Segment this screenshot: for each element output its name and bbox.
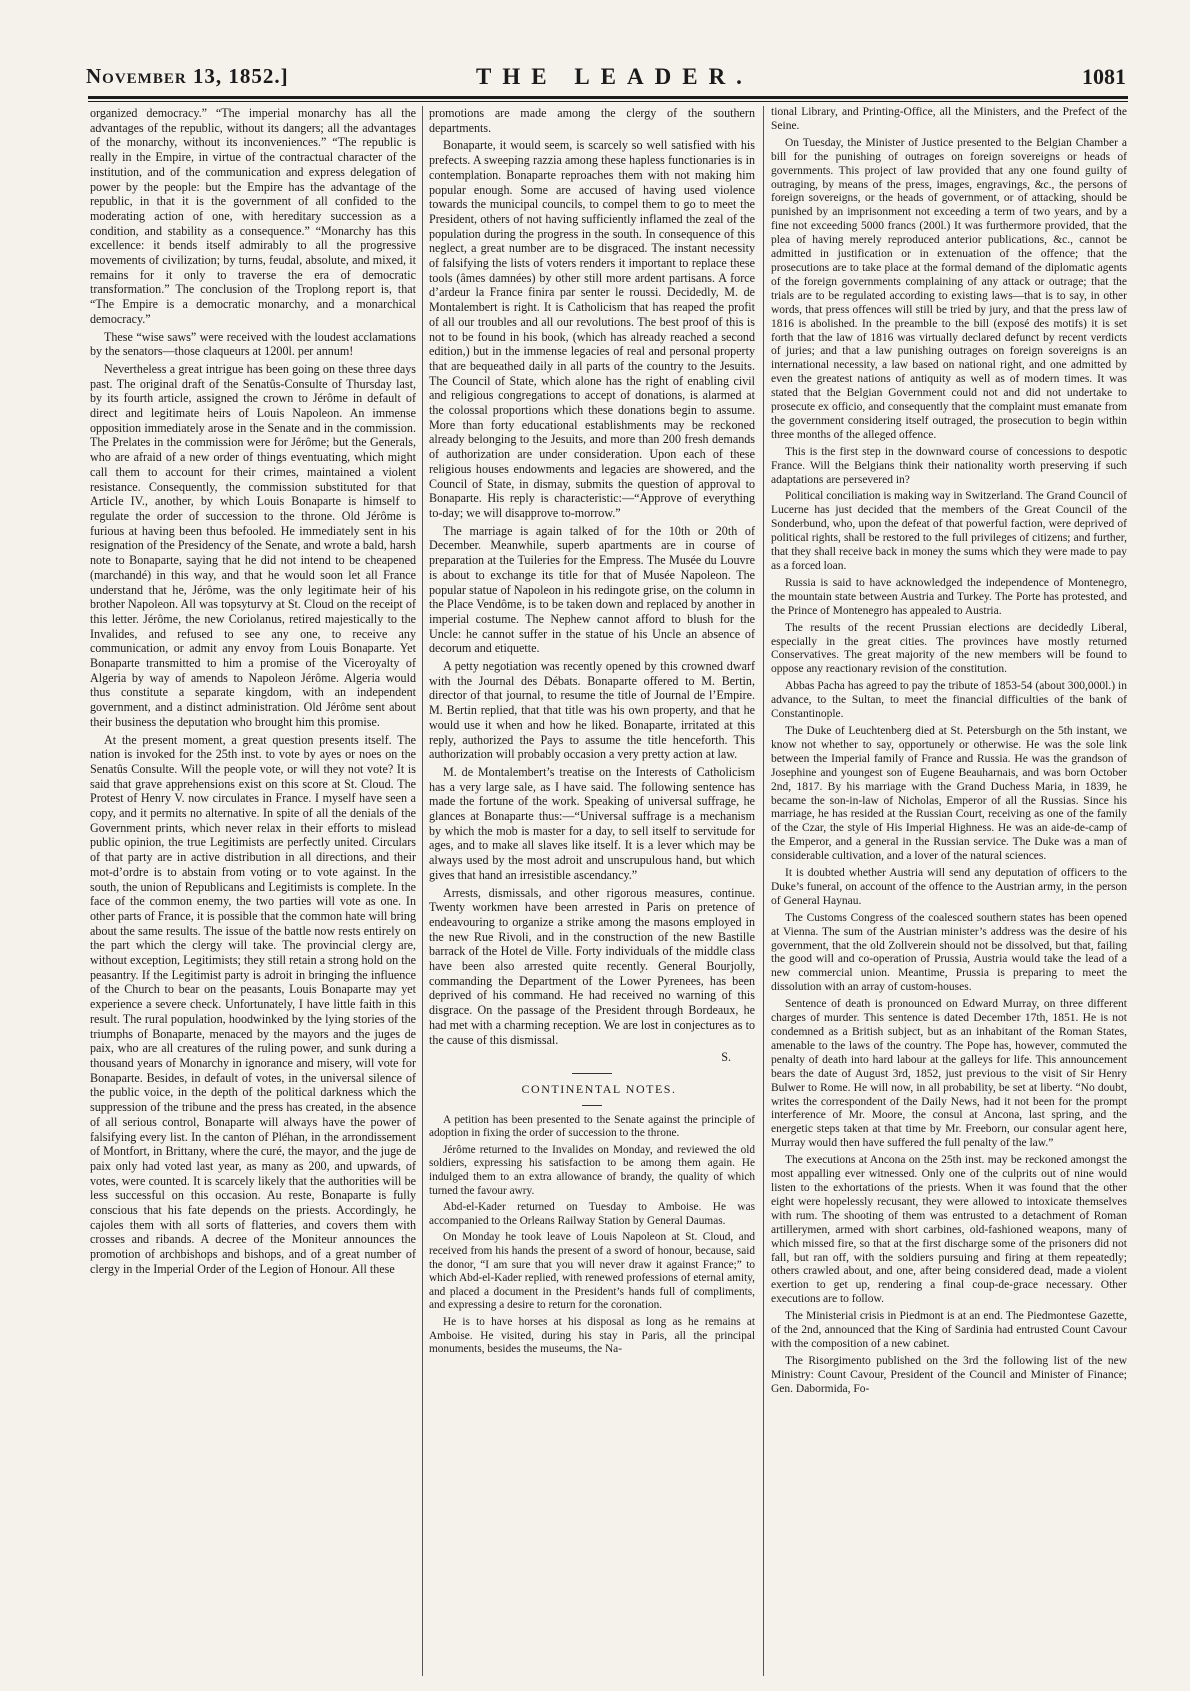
paragraph: These “wise saws” were received with the loudest acclamations by the senators—those claqueurs at 1200l. per annum! <box>90 329 416 359</box>
column-3 <box>771 106 1127 1681</box>
paragraph: The Customs Congress of the coalesced southern states has been opened at Vienna. The sum of the Austrian minister’s address was the desire of his government, that the old Zollverein should not be dissolved, but that, failing the good will and co-operation of Prussia, Austria would take the lead of a new commercial union. Meantime, Prussia is preparing to meet the dissolution with an array of custom-houses. <box>771 911 1127 994</box>
column-divider <box>422 106 423 1676</box>
page-number: 1081 <box>1082 64 1126 89</box>
paragraph: At the present moment, a great question presents itself. The nation is invoked for the 25th inst. to vote by ayes or noes on the Senatûs Consulte. Will the people vote, or will they not vote? It is said that grave apprehensions exist on this score at St. Cloud. The Protest of Henry V. now circulates in France. I myself have seen a copy, and it permits no alternative. In spite of all the denials of the Government prints, which never relax in their efforts to mislead public opinion, the true Legitimists are perfectly united. Circulars of that party are in active distribution in all directions, and their mot-d’ordre is to abstain from voting or to vote against. In the south, the union of Republicans and Legitimists is complete. In the face of the common enemy, the two parties will vote as one. In other parts of France, it is possible that the common hate will bring about the same results. The issue of the battle now rests entirely on the part which the clergy will take. The provincial clergy are, without exception, Legitimists; they still retain a strong hold on the peasantry. If the Legitimist party is adroit in bringing the influence of the Church to bear on the peasants, Louis Bonaparte may yet experience a severe check. Unfortunately, I have little faith in this result. The rural population, hoodwinked by the lying stories of the triumphs of Bonaparte, menaced by the mayors and the juges de paix, who are all creatures of the ruling power, and sunk during a thousand years of Monarchy in ignorance and misery, will vote for Bonaparte. Besides, in default of votes, in the universal silence of the public voice, in the depth of the political darkness which the suppression of the tribune and the press has created, in the absence of all serious control, Bonaparte will always have the power of falsifying every list. In the canton of Pléhan, in the arrondissement of Montfort, in Brittany, where the curé, the mayor, and the juge de paix only had voted last year, as many as 200, and upwards, of votes, were counted. It is scarcely likely that the authorities will be less successful on this occasion. Au reste, Bonaparte is fully conscious that his fate depends on the priests. Accordingly, he cajoles them with all sorts of flatteries, and covers them with crosses and ribands. A decree of the Moniteur announces the promotion of archbishops and bishops, and of a great number of clergy in the Imperial Order of the Legion of Honour. All these <box>90 732 416 1276</box>
section-heading: CONTINENTAL NOTES. <box>521 1082 677 1096</box>
paragraph: Abbas Pacha has agreed to pay the tribute of 1853-54 (about 300,000l.) in advance, to the Sultan, to meet the financial difficulties of the bank of Constantinople. <box>771 680 1127 721</box>
column-divider <box>763 106 764 1676</box>
paragraph: A petition has been presented to the Senate against the principle of adoption in fixing the order of succession to the throne. <box>429 1113 755 1140</box>
paragraph: The Ministerial crisis in Piedmont is at an end. The Piedmontese Gazette, of the 2nd, announced that the King of Sardinia had entrusted Count Cavour with the composition of a new cabinet. <box>771 1310 1127 1350</box>
masthead-rule-thin <box>88 101 1128 102</box>
newspaper-title: THE LEADER. <box>476 64 753 89</box>
paragraph: tional Library, and Printing-Office, all the Ministers, and the Prefect of the Seine. <box>771 106 1127 132</box>
paragraph: organized democracy.” “The imperial monarchy has all the advantages of the republic, without its dangers; all the advantages of the monarchy, without its inconveniences.” “The republic is really in the Empire, in virtue of the contractual character of the institution, and of the communication and express delegation of power by the people: but the Empire has the advantage of the republic, in that it is the government of all confided to the moderating action of one, with hereditary succession as a condition, and stability as a consequence.” “Monarchy has this excellence: it bends itself admirably to all the progressive movements of civilization; by turns, feudal, absolute, and mixed, it remains for it only to traverse the era of democratic transformation.” The conclusion of the Troplong report is, that “The Empire is a democratic monarchy, and a monarchical democracy.” <box>90 106 416 326</box>
paragraph: The results of the recent Prussian elections are decidedly Liberal, especially in the great cities. The provinces have mostly returned Conservatives. The great majority of the new members will be found to oppose any reactionary revision of the constitution. <box>771 621 1127 676</box>
paragraph: On Tuesday, the Minister of Justice presented to the Belgian Chamber a bill for the punishing of outrages on foreign sovereigns or heads of governments. This project of law provided that any one found guilty of outraging, by means of the press, images, engravings, &c., the persons of foreign sovereigns, or the heads of government, or of attacking, should be punished by an imprisonment not exceeding a term of two years, and by a fine not exceeding 5000 francs (200l.) It was furthermore provided, that the plea of having merely reproduced anterior publications, &c., cannot be admitted in justification or in extenuation of the offence; that the prosecutions are to take place at the formal demand of the diplomatic agents of the foreign governments complaining of any attack or outrage; that the trials are to be regulated according to existing laws—that is to say, in other words, that press offences will still be tried by jury, and that the press law of 1816 is abolished. In the preamble to the bill (exposé des motifs) it is set forth that the law of 1816 was virtually declared defunct by recent verdicts of juries; and that a law punishing outrages on foreign sovereigns is an international necessity, a law based on national right, and one admitted by even the greatest nations of antiquity as well as of modern times. It was stated that the Belgian Government could not and did not undertake to prosecute ex officio, and consequently that the complaint must emanate from the government considering itself outraged, the prosecution to begin within three months of the alleged offence. <box>771 136 1127 441</box>
section-divider <box>582 1105 602 1106</box>
masthead-rule <box>88 96 1128 99</box>
paragraph: Nevertheless a great intrigue has been going on these three days past. The original draft of the Senatûs-Consulte of Thursday last, by its fourth article, assigned the crown to Jérôme in default of direct and legitimate heirs of Louis Napoleon. An immense opposition immediately arose in the Senate and in the commission. The Prelates in the commission were for Jérôme; but the Generals, who are afraid of a new order of things eventuating, which might call them to account for their crimes, maintained a violent resistance. Consequently, the commission substituted for that Article IV., another, by which Louis Bonaparte is himself to regulate the order of succession to the throne. Old Jérôme is furious at having been thus befooled. He immediately sent in his resignation of the Presidency of the Senate, and wrote a bald, harsh note to Bonaparte, saying that he did not intend to be cheapened (marchandé) in this way, and that he would soon let all France understand that he, Jérôme, was the only legitimate heir of his brother Napoleon. All was topsyturvy at St. Cloud on the receipt of this letter. Jérôme, the new Coriolanus, retired majestically to the Invalides, and refused to see any one, to receive any communication, or admit any envoy from Louis Bonaparte. Yet Bonaparte transmitted to him a promise of the Viceroyalty of Algeria by way of amends to Napoleon Jérôme. Algeria would thus constitute a separate kingdom, with an independent government, and a distinct administration. Old Jérôme sent about their business the deputation who brought him this promise. <box>90 361 416 729</box>
paragraph: Political conciliation is making way in Switzerland. The Grand Council of Lucerne has just decided that the members of the Great Council of the Sonderbund, who, upon the defeat of that powerful faction, were deprived of political rights, shall be restored to the full privileges of citizens; and further, that they shall receive back in money the sums which they were made to pay as a forced loan. <box>771 490 1127 572</box>
paragraph: The marriage is again talked of for the 10th or 20th of December. Meanwhile, superb apartments are in course of preparation at the Tuileries for the Empress. The Musée du Louvre is about to exchange its title for that of Musée Napoleon. The popular statue of Napoleon in his redingote grise, on the column in the Place Vendôme, is to be taken down and replaced by another in imperial costume. The Nephew cannot afford to blush for the Uncle: he cannot suffer in the statue of his Uncle an absence of decorum and etiquette. <box>429 523 755 656</box>
paragraph: A petty negotiation was recently opened by this crowned dwarf with the Journal des Débats. Bonaparte offered to M. Bertin, director of that journal, to resume the title of Journal de l’Empire. M. Bertin replied, that that title was his own property, and that he would use it when and how he liked. Bonaparte, irritated at this reply, authorized the Pays to assume the title henceforth. This authorization will probably occasion a very pretty action at law. <box>429 659 755 762</box>
column-1 <box>90 106 416 1681</box>
issue-date: November 13, 1852.] <box>86 64 289 88</box>
paragraph: Bonaparte, it would seem, is scarcely so well satisfied with his prefects. A sweeping razzia among these hapless functionaries is in contemplation. Bonaparte reproaches them with not making him popular enough. Some are accused of having used violence towards the municipal councils, to compel them to go to meet the President, others of not having sufficiently inflamed the zeal of the population during the progress in the south. In consequence of this neglect, a great number are to be disgraced. The instant necessity of falsifying the lists of voters renders it important to replace these tools (âmes damnées) by other still more ardent partisans. A force d’ardeur la France finira par senter le roussi. Decidedly, M. de Montalembert is right. It is Catholicism that has reaped the profit of all our troubles and all our revolutions. The best proof of this is not to be found in his book, (which has already reached a second edition,) but in the immense legacies of real and personal property that are bequeathed daily in all parts of the country to the Jesuits. The Council of State, which alone has the right of enabling civil and religious congregations to accept of donations, is alarmed at the colossal proportions which these donations begin to assume. More than forty educational establishments may be reckoned already belonging to the Jesuits, and more than 200 fresh demands of authorization are under consideration. Upon each of these religious houses endowments and legacies are showered, and the Council of State, in dismay, submits the question of approval to Bonaparte. His reply is characteristic:—“Approve of everything to-day; we will disapprove to-morrow.” <box>429 138 755 520</box>
paragraph: Russia is said to have acknowledged the independence of Montenegro, the mountain state between Austria and Turkey. The Porte has protested, and the Prince of Montenegro has appealed to Austria. <box>771 576 1127 617</box>
paragraph: The Risorgimento published on the 3rd the following list of the new Ministry: Count Cavour, President of the Council and Minister of Finance; Gen. Dabormida, Fo- <box>771 1354 1127 1395</box>
paragraph: He is to have horses at his disposal as long as he remains at Amboise. He visited, during his stay in Paris, all the principal monuments, besides the museums, the Na- <box>429 1316 755 1356</box>
paragraph: promotions are made among the clergy of the southern departments. <box>429 106 755 135</box>
paragraph: The executions at Ancona on the 25th inst. may be reckoned amongst the most appalling ever witnessed. Only one of the culprits out of nine would listen to the exhortations of the priests. When it was found that the other eight were hopelessly recusant, they were allowed to intoxicate themselves with rum. The shooting of them was entrusted to a detachment of Roman artillerymen, armed with short carbines, old-fashioned weapons, many of which missed fire, so that at the first discharge some of the prisoners did not fall, but ran off, with the soldiers pursuing and firing at them repeatedly; others crawled about, and one, after being considered dead, made a violent exertion to get up, rendering a final coup-de-grace necessary. Other executions are to follow. <box>771 1154 1127 1306</box>
masthead <box>86 64 1126 92</box>
continental-notes <box>429 1114 755 1357</box>
paragraph: Sentence of death is pronounced on Edward Murray, on three different charges of murder. This sentence is dated December 17th, 1851. He is not condemned as a British subject, but as an inhabitant of the Roman States, amenable to the laws of the country. The Pope has, however, commuted the penalty of death into hard labour at the galleys for life. This announcement bears the date of August 3rd, 1852, just previous to the visit of Sir Henry Bulwer to Rome. He will now, in all probability, be set at liberty. “No doubt, writes the correspondent of the Daily News, had it not been for the prompt interference of Mr. Moore, the consul at Ancona, last spring, and the energetic steps taken at that time by Mr. Freeborn, our consular agent here, Murray would then have suffered the full penalty of the law.” <box>771 998 1127 1150</box>
paragraph: It is doubted whether Austria will send any deputation of officers to the Duke’s funeral, on account of the offence to the Austrian army, in the person of General Haynau. <box>771 867 1127 907</box>
paragraph: M. de Montalembert’s treatise on the Interests of Catholicism has a very large sale, as I have said. The following sentence has made the fortune of the work. Speaking of universal suffrage, he glances at Bonaparte thus:—“Universal suffrage is a mechanism by which the mob is master for a day, to sell itself to servitude for ages, and to make all slaves like itself. It is a lever which may be always used by the most adroit and unscrupulous hand, but which gives that hand an irresistible ascendancy.” <box>429 764 755 882</box>
author-signature: S. <box>721 1050 731 1065</box>
section-divider <box>572 1073 612 1074</box>
paragraph: Abd-el-Kader returned on Tuesday to Amboise. He was accompanied to the Orleans Railway Station by General Daumas. <box>429 1201 755 1227</box>
paragraph: The Duke of Leuchtenberg died at St. Petersburgh on the 5th instant, we know not whether to say, opportunely or otherwise. He was the sole link between the Imperial family of France and Russia. He was the grandson of Josephine and youngest son of Eugene Beauharnais, and was born October 2nd, 1817. By his marriage with the Grand Duchess Maria, in 1839, he became the son-in-law of Nicholas, Emperor of all the Russias. Since his marriage, he has resided at the Russian Court, receiving as one of the family of the Czar, the style of His Imperial Highness. He was an aide-de-camp of the Emperor, and a general in the Russian service. The Duke was a man of considerable cultivation, and a lover of the natural sciences. <box>771 724 1127 863</box>
paragraph: This is the first step in the downward course of concessions to despotic France. Will the Belgians think their nationality worth preserving if such adaptations are persevered in? <box>771 445 1127 486</box>
paragraph: Jérôme returned to the Invalides on Monday, and reviewed the old soldiers, expressing his satisfaction to be among them again. He indulged them to an extra allowance of brandy, the quality of which turned the favour awry. <box>429 1143 755 1197</box>
column-2 <box>429 106 755 1681</box>
paragraph: On Monday he took leave of Louis Napoleon at St. Cloud, and received from his hands the present of a sword of honour, because, said the donor, “I am sure that you will never draw it against France;” to which Abd-el-Kader replied, with renewed professions of eternal amity, and placed a document in the President’s hands full of compliments, and expressing a desire to return for the coronation. <box>429 1231 755 1312</box>
paragraph: Arrests, dismissals, and other rigorous measures, continue. Twenty workmen have been arrested in Paris on pretence of endeavouring to organize a strike among the masons employed in the new Rue Rivoli, and in the construction of the new Bastille barrack of the Hotel de Ville. Forty individuals of the middle class have been also arrested quite recently. General Bourjolly, commanding the Department of the Lower Pyrenees, has been deprived of his command. He had received no warning of this disgrace. On the passage of the President through Bordeaux, he had met with a charming reception. We are lost in conjectures as to the cause of this dismissal. <box>429 885 755 1047</box>
